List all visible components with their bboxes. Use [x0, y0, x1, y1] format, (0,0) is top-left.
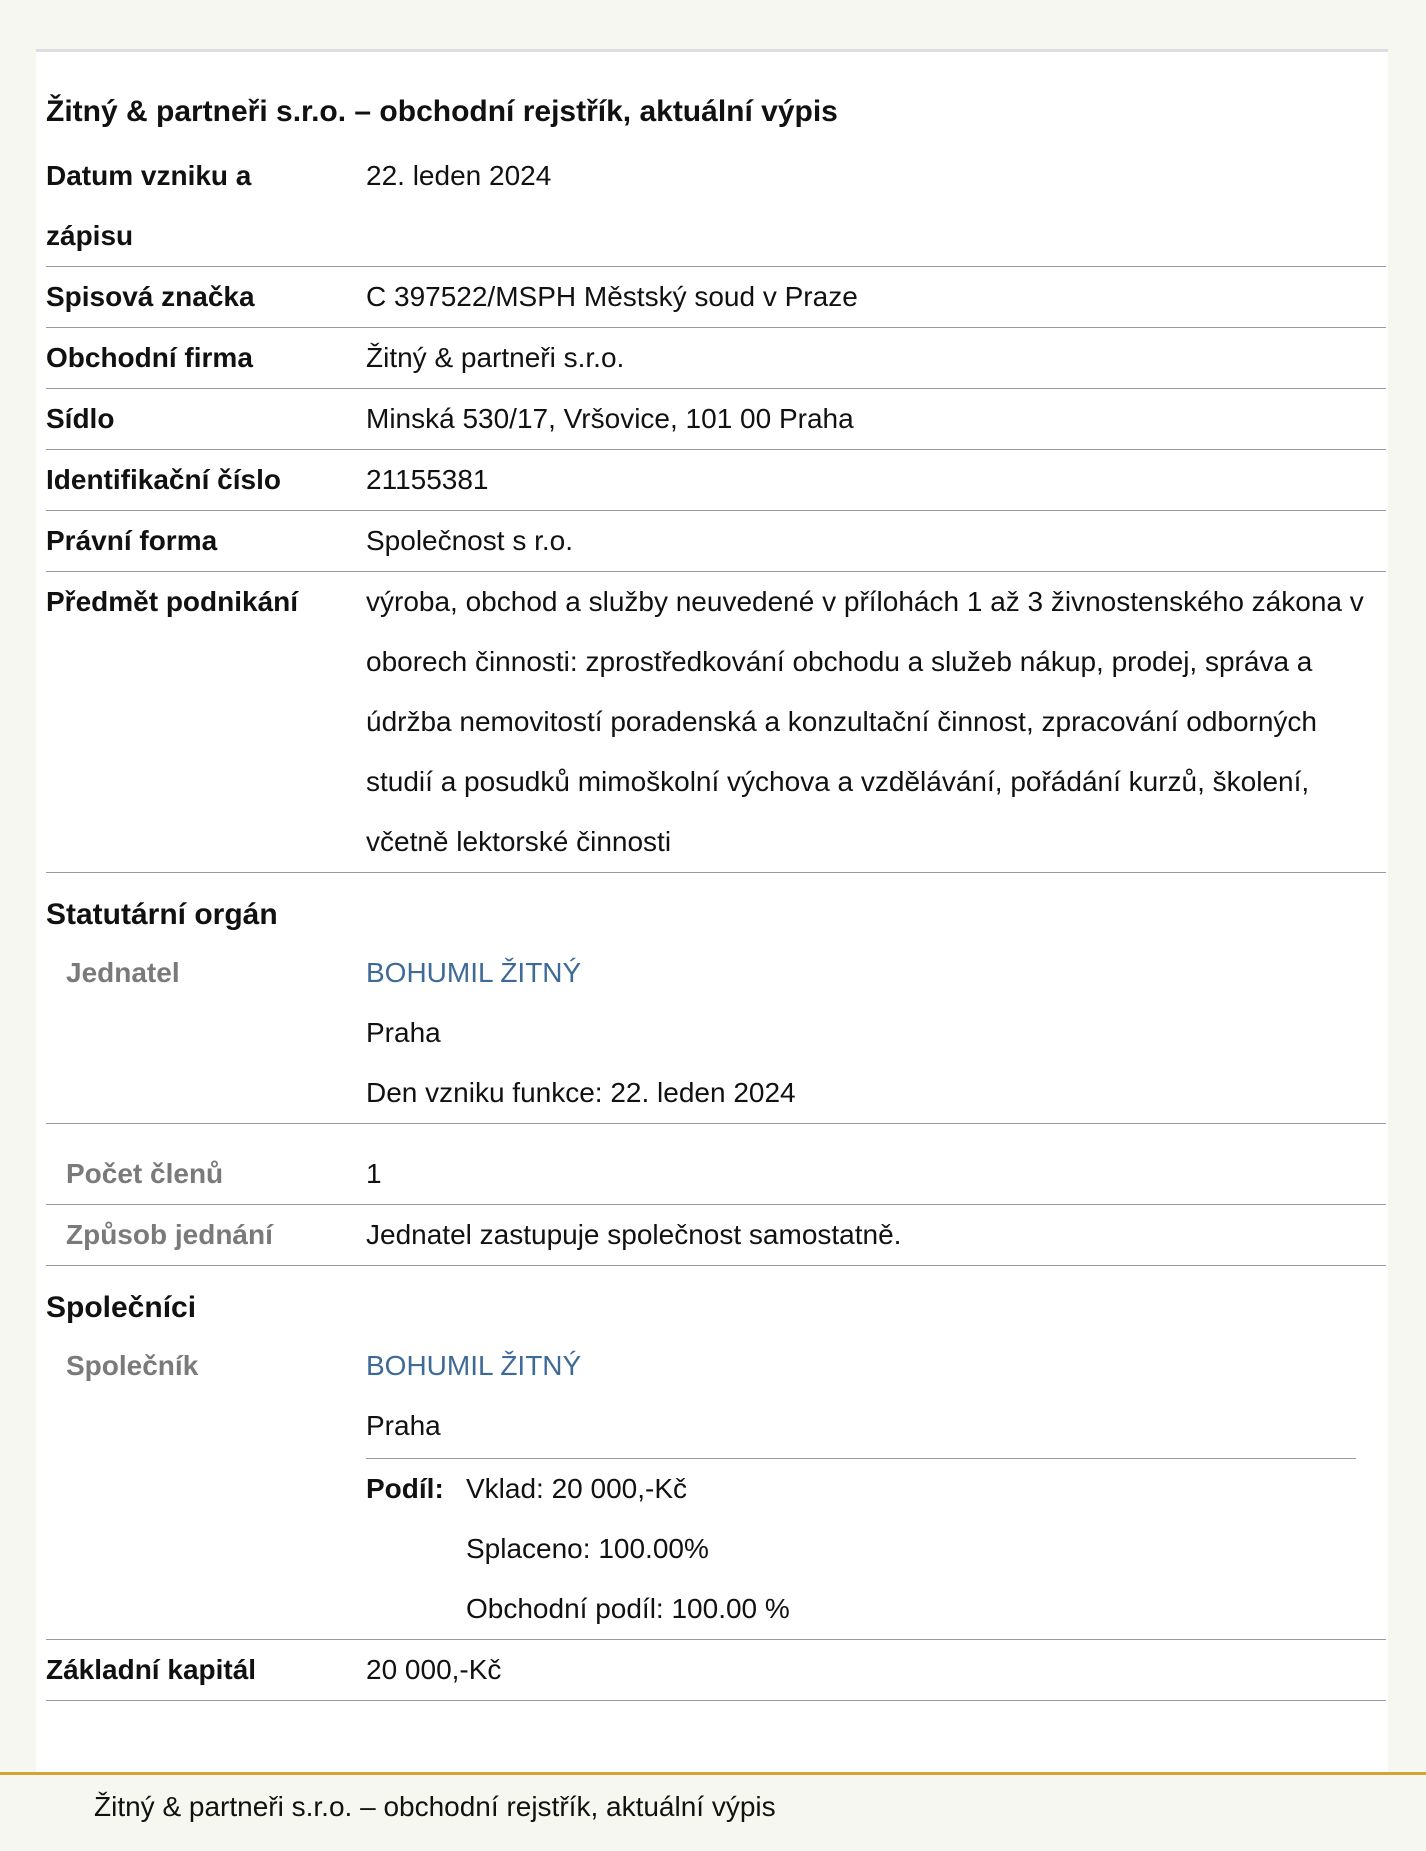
row-registered-capital — [46, 1640, 1386, 1701]
partner-city: Praha — [366, 1410, 441, 1441]
row-label: Společník — [66, 1350, 199, 1381]
row-business-activity — [46, 572, 1386, 873]
row-value: výroba, obchod a služby neuvedené v přílohách 1 až 3 živnostenského zákona v oborech činnosti: zprostředkování obchodu a služeb nákup, prodej, správa a údržba nemovitostí poradenská a konzultační činnost, zpracování odborných studií a posudků mimoškolní výchova a vzdělávání, pořádání kurzů, školení, včetně lektorské činnosti — [366, 586, 1364, 857]
share-details — [366, 1459, 1356, 1639]
row-value: 21155381 — [366, 464, 489, 495]
row-id-number — [46, 450, 1386, 511]
share-business: Obchodní podíl: 100.00 % — [466, 1593, 790, 1624]
row-value: Minská 530/17, Vršovice, 101 00 Praha — [366, 403, 854, 434]
share-paid: Splaceno: 100.00% — [466, 1533, 709, 1564]
row-value — [366, 1336, 1386, 1639]
executive-name-link[interactable]: BOHUMIL ŽITNÝ — [366, 957, 582, 988]
statutory-body-heading: Statutární orgán — [46, 898, 278, 931]
document-sheet — [36, 49, 1388, 1792]
row-partner — [46, 1336, 1386, 1640]
share-block — [366, 1458, 1356, 1639]
row-founding-date — [46, 146, 1386, 267]
row-label: Počet členů — [66, 1158, 224, 1189]
row-label: Základní kapitál — [46, 1654, 257, 1685]
row-value: 22. leden 2024 — [366, 160, 552, 191]
share-deposit: Vklad: 20 000,-Kč — [466, 1473, 688, 1504]
executive-since: Den vzniku funkce: 22. leden 2024 — [366, 1077, 796, 1108]
share-values — [466, 1459, 790, 1639]
row-executive — [46, 943, 1386, 1124]
page-title: Žitný & partneři s.r.o. – obchodní rejstřík, aktuální výpis — [46, 95, 838, 128]
row-seat — [46, 389, 1386, 450]
row-label: Jednatel — [66, 957, 180, 988]
row-value: 20 000,-Kč — [366, 1654, 502, 1685]
row-value: Společnost s r.o. — [366, 525, 574, 556]
row-label: Sídlo — [46, 403, 115, 434]
footer-title: Žitný & partneři s.r.o. – obchodní rejstřík, aktuální výpis — [94, 1791, 776, 1822]
row-value: Jednatel zastupuje společnost samostatně. — [366, 1219, 902, 1250]
row-label: Spisová značka — [46, 281, 255, 312]
row-value: Žitný & partneři s.r.o. — [366, 342, 625, 373]
row-value — [366, 943, 1386, 1123]
partners-heading: Společníci — [46, 1291, 197, 1324]
row-member-count — [46, 1144, 1386, 1205]
row-label: Datum vzniku a zápisu — [46, 160, 252, 251]
row-value: C 397522/MSPH Městský soud v Praze — [366, 281, 858, 312]
partner-name-link[interactable]: BOHUMIL ŽITNÝ — [366, 1350, 582, 1381]
row-legal-form — [46, 511, 1386, 572]
executive-city: Praha — [366, 1017, 441, 1048]
row-manner-of-acting — [46, 1205, 1386, 1266]
row-value: 1 — [366, 1158, 382, 1189]
row-label: Právní forma — [46, 525, 218, 556]
row-label: Způsob jednání — [66, 1219, 273, 1250]
row-label: Obchodní firma — [46, 342, 253, 373]
row-label: Identifikační číslo — [46, 464, 281, 495]
row-business-name — [46, 328, 1386, 389]
register-extract — [46, 92, 1386, 1701]
share-label: Podíl: — [366, 1473, 444, 1504]
row-label: Předmět podnikání — [46, 586, 299, 617]
row-file-number — [46, 267, 1386, 328]
footer — [0, 1772, 1426, 1851]
